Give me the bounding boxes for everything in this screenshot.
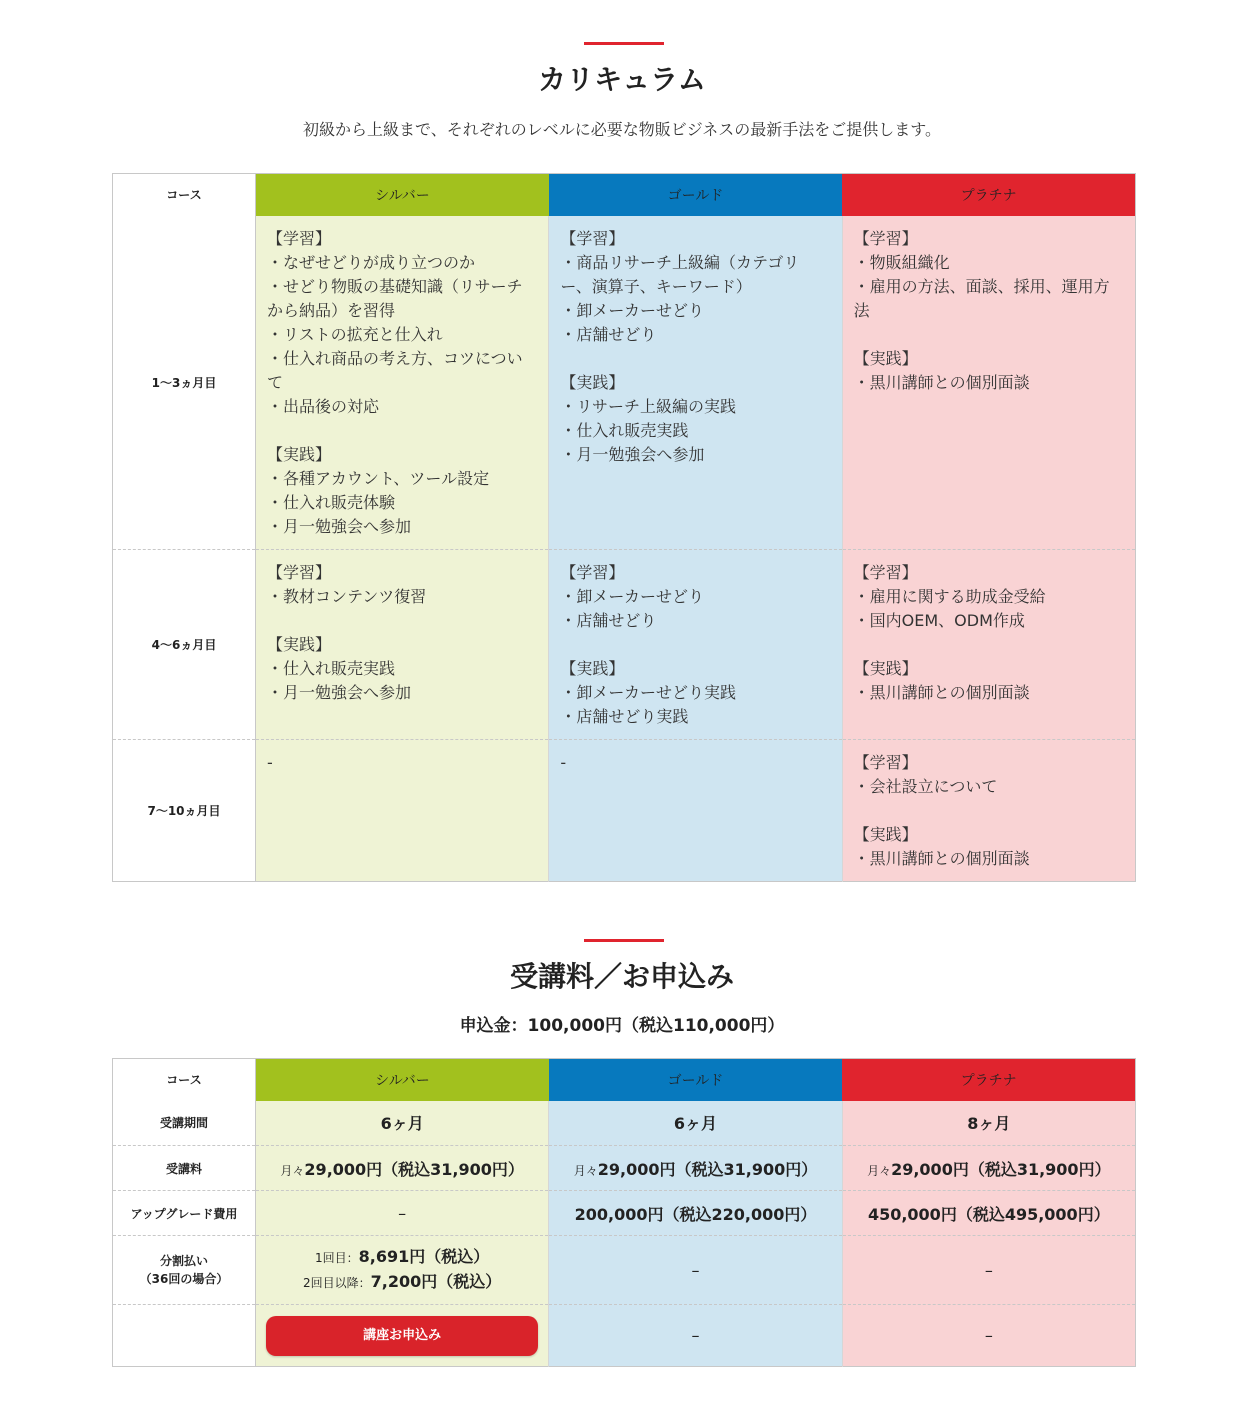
- curriculum-row: [113, 216, 1136, 550]
- tuition-value: 29,000円（税込31,900円）: [304, 1159, 524, 1179]
- curriculum-line: ・物販組織化: [853, 252, 950, 272]
- period-label: 4〜6ヵ月目: [113, 549, 256, 739]
- curriculum-line: ・月一勉強会へ参加: [267, 516, 412, 536]
- installment-row: [113, 1236, 1136, 1305]
- curriculum-line: ・店舗せどり実践: [560, 706, 689, 726]
- curriculum-line: 【実践】: [853, 348, 918, 368]
- curriculum-line: 法: [853, 300, 870, 320]
- upgrade-row: [113, 1191, 1136, 1236]
- line-gap: [854, 323, 1125, 347]
- upgrade-silver: –: [256, 1191, 549, 1236]
- curriculum-line: ・リストの拡充と仕入れ: [267, 324, 443, 344]
- tuition-value: 29,000円（税込31,900円）: [597, 1159, 818, 1179]
- tuition-gold: [549, 1146, 842, 1191]
- apply-gold: –: [549, 1305, 842, 1367]
- curriculum-line: ・黒川講師との個別面談: [853, 682, 1030, 702]
- apply-row: [113, 1305, 1136, 1367]
- curriculum-line: から納品）を習得: [267, 300, 396, 320]
- section-divider: [584, 939, 664, 942]
- curriculum-table: [112, 173, 1136, 882]
- line-gap: [267, 419, 538, 443]
- curriculum-line: 【実践】: [267, 634, 332, 654]
- course-header-platinum: プラチナ: [842, 174, 1135, 216]
- curriculum-line: ・雇用に関する助成金受給: [853, 586, 1046, 606]
- curriculum-line: ・仕入れ商品の考え方、コツについ: [267, 348, 523, 368]
- period-gold: 6ヶ月: [549, 1101, 842, 1146]
- curriculum-cell-platinum: [842, 549, 1135, 739]
- curriculum-line: ・会社設立について: [853, 776, 998, 796]
- course-header-silver: シルバー: [256, 174, 549, 216]
- tuition-value: 29,000円（税込31,900円）: [891, 1159, 1111, 1179]
- curriculum-line: 【学習】: [853, 562, 918, 582]
- tuition-silver: [256, 1146, 549, 1191]
- curriculum-line: -: [267, 752, 273, 772]
- curriculum-cell-platinum: [842, 216, 1135, 550]
- upgrade-gold: 200,000円（税込220,000円）: [549, 1191, 842, 1236]
- tuition-platinum: [842, 1146, 1135, 1191]
- period-platinum: 8ヶ月: [842, 1101, 1135, 1146]
- course-header-gold: ゴールド: [549, 1059, 842, 1101]
- curriculum-line: ・仕入れ販売実践: [267, 658, 396, 678]
- line-gap: [560, 633, 831, 657]
- curriculum-line: ・仕入れ販売体験: [267, 492, 396, 512]
- curriculum-cell-gold: [549, 216, 842, 550]
- curriculum-line: ・月一勉強会へ参加: [560, 444, 705, 464]
- curriculum-line: -: [560, 752, 567, 772]
- curriculum-line: ・各種アカウント、ツール設定: [267, 468, 490, 488]
- curriculum-line: ・卸メーカーせどり実践: [560, 682, 737, 702]
- period-row-label: 受講期間: [113, 1101, 256, 1146]
- curriculum-line: 【実践】: [267, 444, 332, 464]
- curriculum-line: 【学習】: [267, 562, 332, 582]
- curriculum-line: ・せどり物販の基礎知識（リサーチ: [267, 276, 523, 296]
- curriculum-line: 【学習】: [853, 228, 918, 248]
- pricing-title: 受講料／お申込み: [509, 960, 734, 993]
- curriculum-title: カリキュラム: [538, 63, 706, 96]
- curriculum-line: 【実践】: [560, 372, 625, 392]
- curriculum-line: ・卸メーカーせどり: [560, 586, 705, 606]
- apply-platinum: –: [842, 1305, 1135, 1367]
- tuition-prefix: 月々: [573, 1163, 598, 1178]
- installment-label: 分割払い: [159, 1254, 208, 1268]
- period-label: 1〜3ヵ月目: [113, 216, 256, 550]
- course-header-gold: ゴールド: [549, 174, 842, 216]
- apply-silver: [256, 1305, 549, 1367]
- curriculum-line: ・リサーチ上級編の実践: [560, 396, 737, 416]
- period-silver: 6ヶ月: [256, 1101, 549, 1146]
- tuition-row-label: 受講料: [113, 1146, 256, 1191]
- curriculum-line: ・卸メーカーせどり: [560, 300, 705, 320]
- line-gap: [854, 799, 1125, 823]
- curriculum-row: [113, 739, 1136, 881]
- line-gap: [560, 347, 831, 371]
- curriculum-line: 【学習】: [853, 752, 918, 772]
- curriculum-line: 【実践】: [853, 658, 918, 678]
- upgrade-platinum: 450,000円（税込495,000円）: [842, 1191, 1135, 1236]
- curriculum-cell-gold: [549, 739, 842, 881]
- curriculum-line: ・なぜせどりが成り立つのか: [267, 252, 476, 272]
- curriculum-line: て: [267, 372, 284, 392]
- course-header-platinum: プラチナ: [842, 1059, 1135, 1101]
- curriculum-line: ・黒川講師との個別面談: [853, 372, 1030, 392]
- installment-rest-value: 7,200円（税込）: [370, 1272, 502, 1291]
- curriculum-line: 【学習】: [267, 228, 332, 248]
- installment-row-label: [113, 1236, 256, 1305]
- curriculum-line: 【学習】: [560, 228, 625, 248]
- apply-row-label: [113, 1305, 256, 1367]
- curriculum-cell-silver: [256, 739, 549, 881]
- tuition-prefix: 月々: [867, 1163, 892, 1178]
- curriculum-line: ・店舗せどり: [560, 324, 657, 344]
- pricing-table: [112, 1058, 1136, 1367]
- curriculum-cell-silver: [256, 216, 549, 550]
- course-col-label: コース: [113, 1059, 256, 1101]
- upgrade-row-label: アップグレード費用: [113, 1191, 256, 1236]
- curriculum-lead: 初級から上級まで、それぞれのレベルに必要な物販ビジネスの最新手法をご提供します。: [303, 120, 941, 139]
- installment-silver: [256, 1236, 549, 1305]
- tuition-prefix: 月々: [280, 1163, 305, 1178]
- curriculum-line: ・月一勉強会へ参加: [267, 682, 412, 702]
- installment-rest-label: 2回目以降：: [303, 1276, 371, 1290]
- period-label: 7〜10ヵ月目: [113, 739, 256, 881]
- installment-first-label: 1回目：: [315, 1251, 359, 1265]
- curriculum-line: 【実践】: [853, 824, 918, 844]
- installment-platinum: –: [842, 1236, 1135, 1305]
- curriculum-row: [113, 549, 1136, 739]
- curriculum-line: ・教材コンテンツ復習: [267, 586, 427, 606]
- curriculum-line: 【学習】: [560, 562, 625, 582]
- curriculum-line: ・黒川講師との個別面談: [853, 848, 1030, 868]
- line-gap: [854, 633, 1125, 657]
- curriculum-line: 【実践】: [560, 658, 625, 678]
- line-gap: [267, 609, 538, 633]
- tuition-row: [113, 1146, 1136, 1191]
- curriculum-cell-gold: [549, 549, 842, 739]
- course-header-silver: シルバー: [256, 1059, 549, 1101]
- curriculum-cell-platinum: [842, 739, 1135, 881]
- curriculum-line: ・国内OEM、ODM作成: [853, 610, 1025, 630]
- curriculum-line: ー、演算子、キーワード）: [560, 276, 752, 296]
- course-col-label: コース: [113, 174, 256, 216]
- curriculum-line: ・商品リサーチ上級編（カテゴリ: [560, 252, 800, 272]
- section-divider: [584, 42, 664, 45]
- curriculum-line: ・店舗せどり: [560, 610, 657, 630]
- curriculum-line: ・出品後の対応: [267, 396, 380, 416]
- period-row: [113, 1101, 1136, 1146]
- apply-button[interactable]: 講座お申込み: [266, 1316, 538, 1356]
- installment-first-value: 8,691円（税込）: [358, 1247, 490, 1266]
- curriculum-line: ・雇用の方法、面談、採用、運用方: [853, 276, 1110, 296]
- curriculum-cell-silver: [256, 549, 549, 739]
- installment-gold: –: [549, 1236, 842, 1305]
- curriculum-line: ・仕入れ販売実践: [560, 420, 689, 440]
- application-fee: 申込金：100,000円（税込110,000円）: [459, 1016, 785, 1036]
- installment-sublabel: （36回の場合）: [139, 1272, 229, 1286]
